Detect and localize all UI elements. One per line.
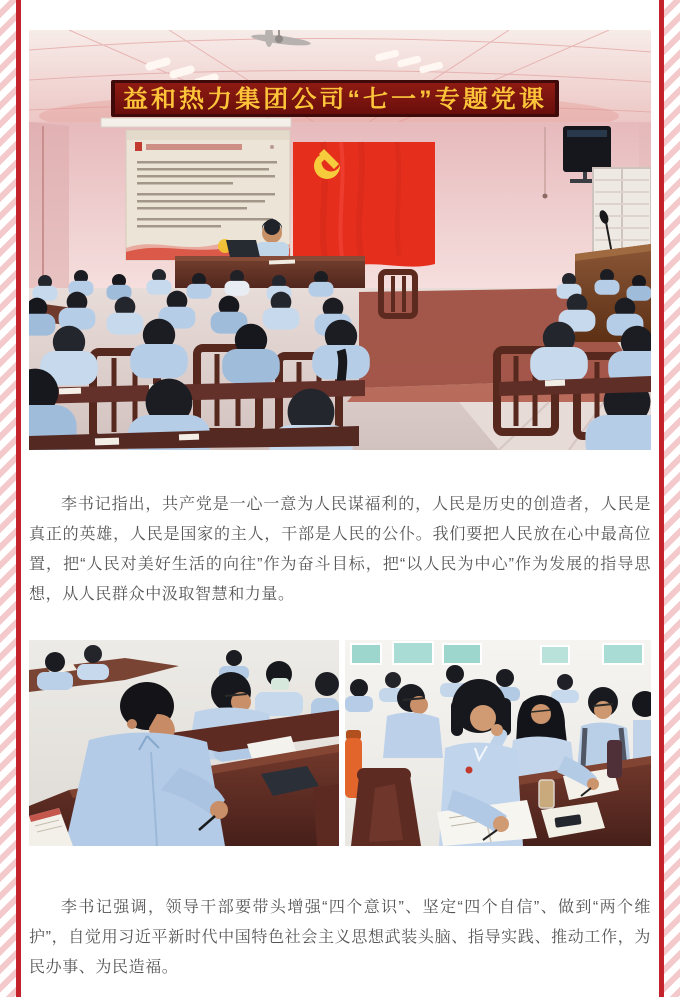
right-border-stripes: [664, 0, 680, 997]
note-taking-photo-right: [345, 640, 651, 846]
face-mask: [271, 678, 289, 690]
laptop-icon: [226, 240, 260, 257]
meeting-room-photo: [29, 30, 651, 450]
paragraph-2: 李书记强调，领导干部要带头增强“四个意识”、坚定“四个自信”、做到“两个维护”，自觉用习近平新时代中国特色社会主义思想武装头脑、指导实践、推动工作，为民办事、为民造福。: [29, 899, 651, 976]
left-border-stripes: [0, 0, 16, 997]
dark-thermos: [607, 740, 622, 778]
left-border-line: [16, 0, 21, 997]
note-taking-right-art: [345, 640, 651, 846]
photo-row: [29, 640, 651, 846]
chair-back: [351, 768, 421, 846]
led-banner-text: 益和热力集团公司“七一”专题党课: [123, 86, 531, 113]
party-flag: [293, 142, 435, 270]
glass-cup: [539, 780, 554, 808]
paragraph-1: 李书记指出，共产党是一心一意为人民谋福利的，人民是历史的创造者，人民是真正的英雄，人民是国家的主人，干部是人民的公仆。我们要把人民放在心中最高位置，把“人民对美好生活的向往”作为奋斗目标，把“以人民为中心”作为发展的指导思想，从人民群众中汲取智慧和力量。: [29, 496, 651, 603]
chair-back: [313, 784, 339, 846]
party-badge-icon: [466, 767, 473, 774]
note-taking-left-art: [29, 640, 339, 846]
meeting-room-photo-art: [29, 30, 651, 450]
right-border-line: [659, 0, 664, 997]
note-taking-photo-left: [29, 640, 339, 846]
led-banner: [111, 80, 559, 117]
article-content: [29, 0, 651, 983]
